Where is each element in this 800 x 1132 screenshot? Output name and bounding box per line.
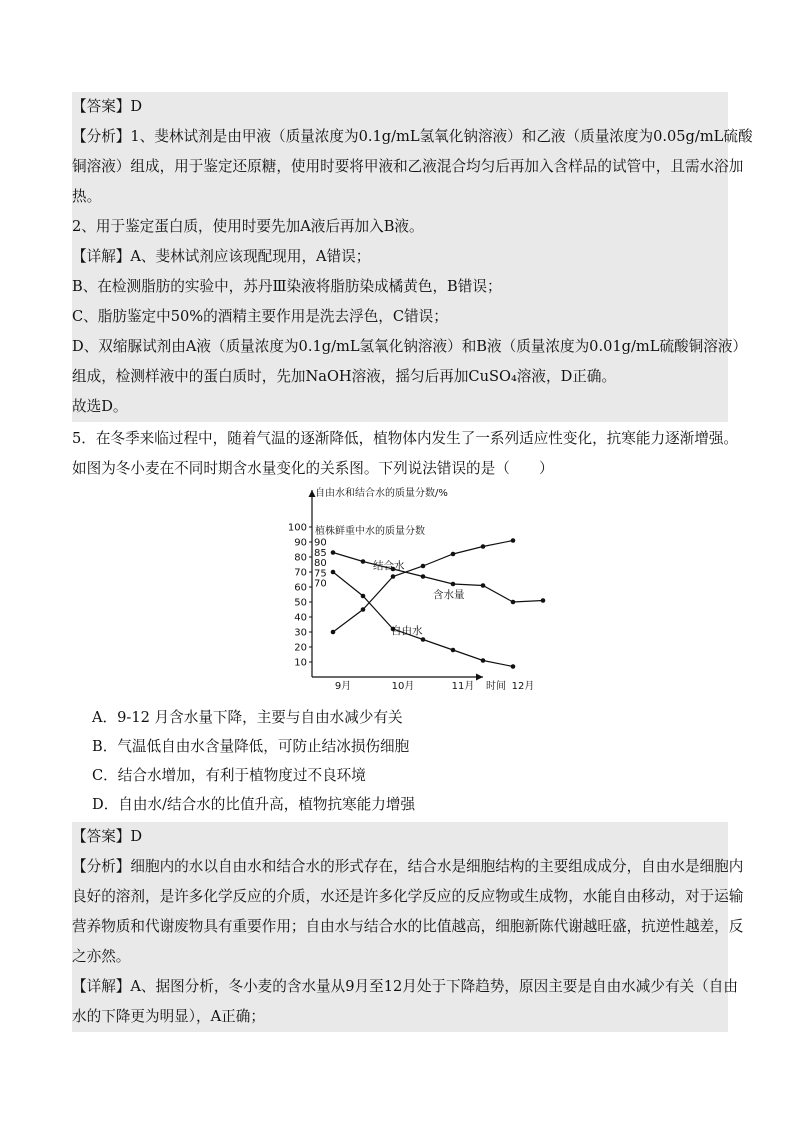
data-point xyxy=(331,550,336,555)
data-point xyxy=(391,574,396,579)
data-point xyxy=(421,637,426,642)
question-line: 5．在冬季来临过程中，随着气温的逐渐降低，植物体内发生了一系列适应性变化，抗寒能力逐渐增强。 xyxy=(72,430,739,447)
data-point xyxy=(511,664,516,669)
detail-line: D、双缩脲试剂由A液（质量浓度为0.1g/mL氢氧化钠溶液）和B液（质量浓度为0.01g/mL硫酸铜溶液） xyxy=(72,338,748,355)
series-line-3 xyxy=(333,572,513,667)
y-tick-label: 80 xyxy=(294,552,307,564)
analysis-line: 【分析】1、斐林试剂是由甲液（质量浓度为0.1g/mL氢氧化钠溶液）和乙液（质量浓度为0.05g/mL硫酸 xyxy=(72,128,753,145)
data-point xyxy=(481,658,486,663)
analysis-line: 【分析】细胞内的水以自由水和结合水的形式存在，结合水是细胞结构的主要组成成分，自由水是细胞内 xyxy=(72,858,744,875)
detail-line: 水的下降更为明显），A正确； xyxy=(72,1008,265,1025)
x-axis-label: 时间 xyxy=(486,681,506,692)
series-line-1 xyxy=(333,541,513,633)
answer-line: 【答案】D xyxy=(72,98,143,115)
data-point xyxy=(451,582,456,587)
secondary-tick-label: 85 xyxy=(314,547,327,559)
y-tick-label: 100 xyxy=(287,522,307,534)
series-label: 自由水 xyxy=(391,625,423,637)
data-point xyxy=(481,544,486,549)
option-c: C．结合水增加，有利于植物度过不良环境 xyxy=(92,767,366,784)
data-point xyxy=(331,570,336,575)
y-tick-label: 70 xyxy=(294,567,307,579)
data-point xyxy=(421,574,426,579)
y-tick-label: 90 xyxy=(294,537,307,549)
detail-line: 组成，检测样液中的蛋白质时，先加NaOH溶液，摇匀后再加CuSO₄溶液，D正确。 xyxy=(72,368,617,385)
analysis-line: 2、用于鉴定蛋白质，使用时要先加A液后再加入B液。 xyxy=(72,218,424,235)
chart-secondary-title: 植株鲜重中水的质量分数 xyxy=(315,526,425,537)
series-label: 含水量 xyxy=(433,589,465,601)
data-point xyxy=(451,648,456,653)
y-tick-label: 60 xyxy=(294,582,307,594)
analysis-line: 营养物质和代谢废物具有重要作用；自由水与结合水的比值越高，细胞新陈代谢越旺盛，抗逆性越差，反 xyxy=(72,918,744,935)
data-point xyxy=(361,594,366,599)
detail-line: C、脂肪鉴定中50%的酒精主要作用是洗去浮色，C错误； xyxy=(72,308,448,325)
chart-title: 自由水和结合水的质量分数/% xyxy=(315,488,448,499)
analysis-line: 之亦然。 xyxy=(72,948,131,965)
detail-line: 【详解】A、据图分析，冬小麦的含水量从9月至12月处于下降趋势，原因主要是自由水减少有关（自由 xyxy=(72,978,738,995)
data-point xyxy=(541,598,546,603)
data-point xyxy=(481,583,486,588)
question-5-stem xyxy=(72,424,739,484)
secondary-tick-label: 90 xyxy=(314,537,327,549)
data-point xyxy=(451,552,456,557)
x-tick-label: 11月 xyxy=(451,681,475,692)
y-tick-label: 30 xyxy=(294,627,307,639)
data-point xyxy=(361,607,366,612)
detail-line: 【详解】A、斐林试剂应该现配现用，A错误； xyxy=(72,248,371,265)
option-b: B．气温低自由水含量降低，可防止结冰损伤细胞 xyxy=(92,738,410,755)
answer-block-2 xyxy=(72,822,744,1032)
water-content-chart xyxy=(275,482,535,692)
series-label: 结合水 xyxy=(373,560,405,572)
question-line: 如图为冬小麦在不同时期含水量变化的关系图。下列说法错误的是（ ） xyxy=(72,460,554,477)
y-tick-label: 50 xyxy=(294,597,307,609)
answer-line: 【答案】D xyxy=(72,828,143,845)
y-tick-label: 20 xyxy=(294,642,307,654)
analysis-line: 铜溶液）组成，用于鉴定还原糖，使用时要将甲液和乙液混合均匀后再加入含样品的试管中，且需水浴加 xyxy=(72,158,744,175)
analysis-line: 良好的溶剂，是许多化学反应的介质，水还是许多化学反应的反应物或生成物，水能自由移动，对于运输 xyxy=(72,888,744,905)
data-point xyxy=(511,538,516,543)
option-a: A．9-12 月含水量下降，主要与自由水减少有关 xyxy=(92,709,403,726)
detail-line: B、在检测脂肪的实验中，苏丹Ⅲ染液将脂肪染成橘黄色，B错误； xyxy=(72,278,502,295)
x-tick-label: 12月 xyxy=(511,681,535,692)
answer-block-1 xyxy=(72,92,753,422)
secondary-tick-label: 70 xyxy=(314,578,327,590)
data-point xyxy=(361,559,366,564)
x-tick-label: 9月 xyxy=(334,681,352,692)
data-point xyxy=(331,630,336,635)
data-point xyxy=(421,564,426,569)
detail-line: 故选D。 xyxy=(72,398,128,415)
x-tick-label: 10月 xyxy=(391,681,415,692)
analysis-line: 热。 xyxy=(72,188,102,205)
secondary-tick-label: 80 xyxy=(314,558,327,569)
option-d: D．自由水/结合水的比值升高，植物抗寒能力增强 xyxy=(92,796,416,813)
y-tick-label: 40 xyxy=(294,612,307,624)
secondary-tick-label: 75 xyxy=(314,568,327,580)
y-tick-label: 10 xyxy=(294,657,307,669)
data-point xyxy=(511,600,516,605)
